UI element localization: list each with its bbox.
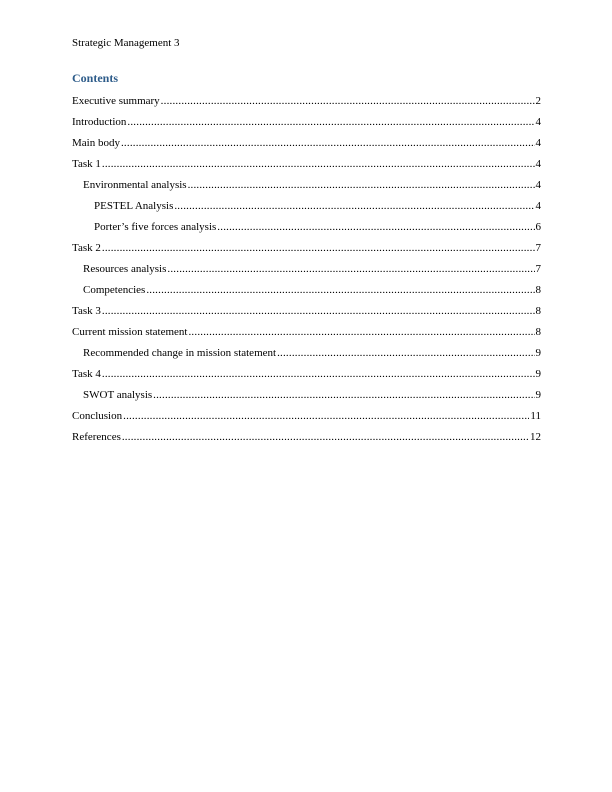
toc-entry-task-2[interactable] [72,234,541,255]
toc-entry-pestel-analysis[interactable] [72,192,541,213]
toc-entry-title: Task 2 [72,242,101,254]
toc-entry-page: 4 [535,179,541,191]
toc-dot-leader [127,116,534,129]
toc-entry-main-body[interactable] [72,129,541,150]
toc-dot-leader [102,368,535,381]
toc-dot-leader [102,242,535,255]
toc-dot-leader [217,221,534,234]
toc-dot-leader [277,347,534,360]
toc-entry-title: Conclusion [72,410,123,422]
toc-entry-resources-analysis[interactable] [72,255,541,276]
toc-heading: Contents [72,71,119,85]
toc-entry-recommended-change[interactable] [72,339,541,360]
toc-entry-page: 8 [535,284,541,296]
toc-dot-leader [123,410,529,423]
toc-dot-leader [188,326,534,339]
toc-entry-title: Executive summary [72,95,160,107]
toc-entry-title: Competencies [83,284,146,296]
toc-entry-page: 11 [530,410,541,422]
table-of-contents [72,87,541,444]
toc-entry-title: Current mission statement [72,326,188,338]
toc-entry-current-mission-statement[interactable] [72,318,541,339]
toc-entry-title: Recommended change in mission statement [83,347,277,359]
toc-entry-swot-analysis[interactable] [72,381,541,402]
toc-entry-title: Task 4 [72,368,101,380]
toc-entry-page: 4 [535,158,541,170]
toc-dot-leader [102,305,535,318]
toc-entry-introduction[interactable] [72,108,541,129]
toc-entry-porters-five-forces[interactable] [72,213,541,234]
toc-entry-competencies[interactable] [72,276,541,297]
toc-dot-leader [174,200,534,213]
toc-entry-page: 4 [535,137,541,149]
toc-entry-title: SWOT analysis [83,389,153,401]
toc-entry-title: Porter’s five forces analysis [94,221,217,233]
toc-dot-leader [121,137,535,150]
toc-entry-page: 4 [535,116,541,128]
toc-entry-page: 9 [535,389,541,401]
toc-entry-page: 9 [535,368,541,380]
toc-dot-leader [102,158,535,171]
toc-entry-page: 6 [535,221,541,233]
toc-entry-page: 9 [535,347,541,359]
toc-entry-title: Environmental analysis [83,179,187,191]
toc-entry-page: 2 [535,95,541,107]
toc-entry-title: References [72,431,121,443]
toc-dot-leader [167,263,534,276]
toc-entry-title: Task 3 [72,305,101,317]
toc-entry-executive-summary[interactable] [72,87,541,108]
toc-entry-title: Task 1 [72,158,101,170]
toc-entry-title: PESTEL Analysis [94,200,174,212]
toc-entry-page: 4 [535,200,541,212]
toc-entry-title: Resources analysis [83,263,167,275]
toc-entry-page: 12 [530,431,541,443]
toc-entry-task-1[interactable] [72,150,541,171]
running-header: Strategic Management 3 [72,37,180,49]
toc-dot-leader [122,431,529,444]
toc-entry-task-4[interactable] [72,360,541,381]
toc-dot-leader [153,389,534,402]
toc-entry-page: 8 [535,326,541,338]
toc-entry-page: 8 [535,305,541,317]
toc-entry-page: 7 [535,242,541,254]
toc-entry-title: Introduction [72,116,127,128]
toc-entry-environmental-analysis[interactable] [72,171,541,192]
toc-dot-leader [146,284,534,297]
toc-entry-conclusion[interactable] [72,402,541,423]
toc-entry-references[interactable] [72,423,541,444]
toc-entry-task-3[interactable] [72,297,541,318]
toc-dot-leader [188,179,535,192]
toc-dot-leader [161,95,535,108]
toc-entry-page: 7 [535,263,541,275]
toc-entry-title: Main body [72,137,120,149]
